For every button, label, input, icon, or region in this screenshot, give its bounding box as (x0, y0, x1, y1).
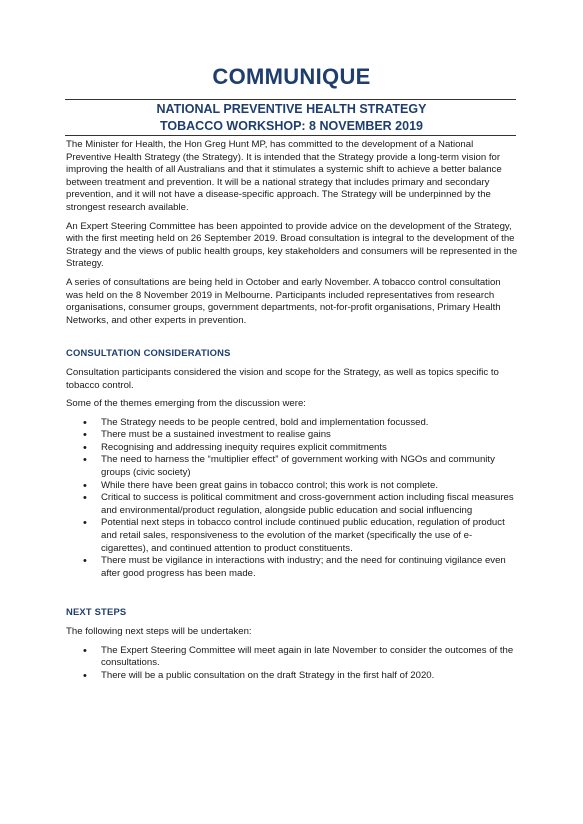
consultation-paragraph-2: Some of the themes emerging from the discussion were: (66, 398, 306, 410)
next-steps-heading: NEXT STEPS (66, 606, 127, 618)
list-item: • Potential next steps in tobacco control include continued public education, regulation of product and retail sales, responsiveness to the evolution of the market (specifically the use of e-cigarettes), and continued attention to product constituents. (101, 517, 518, 555)
document-body (66, 139, 518, 682)
next-steps-paragraph: The following next steps will be undertaken: (66, 626, 252, 637)
intro-paragraph-1: The Minister for Health, the Hon Greg Hunt MP, has committed to the development of a National Preventive Health Strategy (the Strategy). It is intended that the Strategy provide a long-term vision for improving the health of all Australians and that it stimulates a systemic shift to achieve a better balance between treatment and prevention. It will be a national strategy that includes primary and secondary prevention, and it will not have a disease-specific approach. The Strategy will be underpinned by the strongest research available. (66, 139, 502, 213)
consultation-paragraph-1: Consultation participants considered the vision and scope for the Strategy, as well as topics specific to tobacco control. (66, 366, 499, 391)
list-item: • While there have been great gains in tobacco control; this work is not complete. (101, 480, 518, 493)
list-item: • The need to harness the “multiplier effect” of government working with NGOs and community groups (civic society) (101, 454, 518, 479)
top-rule (65, 99, 516, 100)
list-item: • There must be vigilance in interactions with industry; and the need for continuing vigilance even after good progress has been made. (101, 555, 518, 580)
list-item: • Critical to success is political commitment and cross-government action including fiscal measures and environmental/product regulation, alongside public education and social influencing (101, 492, 518, 517)
next-steps-list (66, 645, 518, 683)
list-item: • Recognising and addressing inequity requires explicit commitments (101, 442, 518, 455)
subtitle-workshop: TOBACCO WORKSHOP: 8 NOVEMBER 2019 (159, 119, 423, 133)
bottom-rule (65, 135, 516, 136)
list-item: • The Strategy needs to be people centred, bold and implementation focussed. (101, 417, 518, 430)
themes-list (66, 417, 518, 581)
document-title: COMMUNIQUE (212, 64, 371, 89)
subtitle-strategy: NATIONAL PREVENTIVE HEALTH STRATEGY (156, 102, 427, 116)
list-item: • There will be a public consultation on the draft Strategy in the first half of 2020. (101, 670, 518, 683)
list-item: • There must be a sustained investment to realise gains (101, 429, 518, 442)
intro-paragraph-2: An Expert Steering Committee has been appointed to provide advice on the development of the Strategy, with the first meeting held on 26 September 2019. Broad consultation is integral to the development of the Strategy and the views of public health groups, key stakeholders and consumers will be represented in the Strategy. (66, 220, 518, 270)
list-item: • The Expert Steering Committee will meet again in late November to consider the outcomes of the consultations. (101, 645, 518, 670)
consultation-heading: CONSULTATION CONSIDERATIONS (66, 347, 231, 359)
intro-paragraph-3: A series of consultations are being held in October and early November. A tobacco control consultation was held on the 8 November 2019 in Melbourne. Participants included representatives from research organisations, consumer groups, government departments, not-for-profit organisations, Primary Health Networks, and other experts in prevention. (66, 276, 501, 326)
